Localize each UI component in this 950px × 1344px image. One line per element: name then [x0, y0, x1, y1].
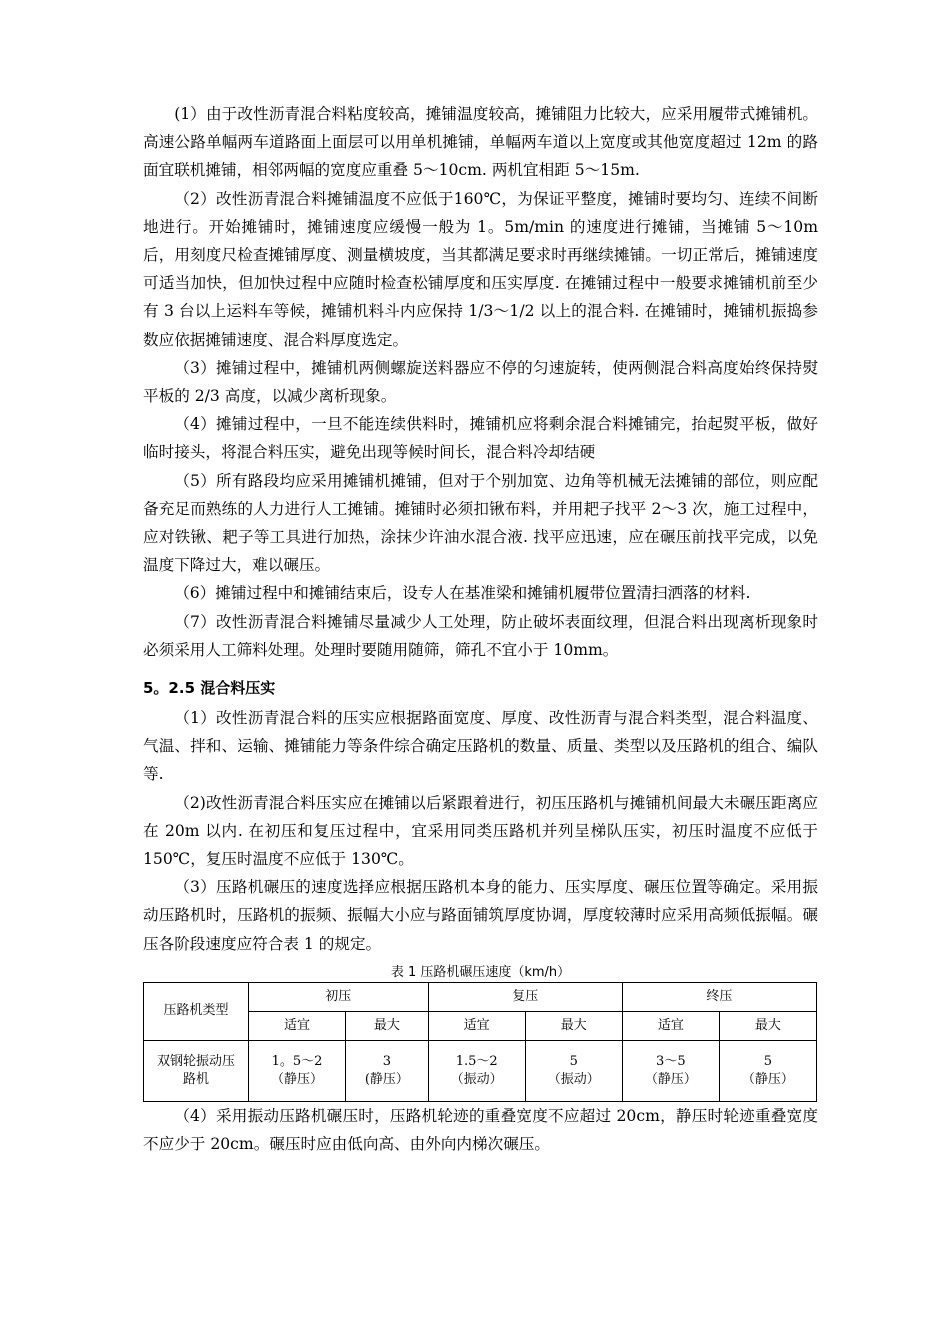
- paragraph: （1）改性沥青混合料的压实应根据路面宽度、厚度、改性沥青与混合料类型，混合料温度、气温、拌和、运输、摊铺能力等条件综合确定压路机的数量、质量、类型以及压路机的组合、编队等.: [143, 709, 818, 784]
- speed-mode: （振动）: [547, 1071, 600, 1087]
- speed-value: 3: [382, 1053, 391, 1069]
- paragraph: (1）由于改性沥青混合料粘度较高，摊铺温度较高，摊铺阻力比较大，应采用履带式摊铺机。高速公路单幅两车道路面上面层可以用单机摊铺，单幅两车道以上宽度或其他宽度超过 12m 的路面宜联机摊铺，相邻两幅的宽度应重叠 5～10cm. 两机宜相距 5～15m.: [143, 105, 818, 180]
- speed-cell: [346, 1040, 429, 1101]
- speed-value: 3～5: [656, 1053, 686, 1069]
- paragraph: （2)改性沥青混合料压实应在摊铺以后紧跟着进行，初压压路机与摊铺机间最大未碾压距离应在 20m 以内. 在初压和复压过程中，宜采用同类压路机并列呈梯队压实，初压时温度不应低于 150℃，复压时温度不应低于 130℃。: [143, 793, 818, 869]
- speed-mode: （振动）: [450, 1071, 503, 1087]
- subheader: 最大: [346, 1011, 429, 1040]
- paragraph: （4）采用振动压路机碾压时，压路机轮迹的重叠宽度不应超过 20cm，静压时轮迹重叠宽度不应少于 20cm。碾压时应由低向高、由外向内梯次碾压。: [143, 1106, 818, 1154]
- subheader: 最大: [719, 1011, 816, 1040]
- speed-mode: （静压）: [271, 1071, 324, 1087]
- speed-value: 5: [569, 1053, 578, 1069]
- speed-value: 1.5～2: [455, 1053, 498, 1069]
- speed-value: 1。5～2: [271, 1053, 323, 1069]
- paragraph: （3）压路机碾压的速度选择应根据压路机本身的能力、压实厚度、碾压位置等确定。采用振动压路机时，压路机的振频、振幅大小应与路面铺筑厚度协调，厚度较薄时应采用高频低振幅。碾压各阶段速度应符合表 1 的规定。: [143, 878, 818, 953]
- section-heading: 5。2.5 混合料压实: [143, 679, 276, 698]
- table-row-header: 压路机类型: [144, 982, 249, 1040]
- subheader: 最大: [525, 1011, 622, 1040]
- subheader: 适宜: [428, 1011, 525, 1040]
- paragraph: （6）摊铺过程中和摊铺结束后，设专人在基准梁和摊铺机履带位置清扫洒落的材料.: [174, 584, 751, 603]
- speed-mode: （静压）: [644, 1071, 697, 1087]
- speed-cell: [719, 1040, 816, 1101]
- roller-type-cell: [144, 1040, 249, 1101]
- table-title: 表 1 压路机碾压速度（km/h）: [390, 964, 571, 980]
- paragraph: （7）改性沥青混合料摊铺尽量减少人工处理，防止破坏表面纹理，但混合料出现离析现象时必须采用人工筛料处理。处理时要随用随筛，筛孔不宜小于 10mm。: [143, 612, 818, 659]
- subheader: 适宜: [249, 1011, 346, 1040]
- speed-value: 5: [763, 1053, 773, 1069]
- paragraph: （2）改性沥青混合料摊铺温度不应低于160℃，为保证平整度，摊铺时要均匀、连续不间断地进行。开始摊铺时，摊铺速度应缓慢一般为 1。5m/min 的速度进行摊铺，当摊铺 5～10m 后，用刻度尺检查摊铺厚度、测量横坡度，当其都满足要求时再继续摊铺。一切正常后，摊铺速度可适当加快，但加快过程中应随时检查松铺厚度和压实厚度. 在摊铺过程中一般要求摊铺机前至少有 3 台以上运料车等候，摊铺机料斗内应保持 1/3～1/2 以上的混合料. 在摊铺时，摊铺机振捣参数应依据摊铺速度、混合料厚度选定。: [143, 189, 818, 349]
- group-header-secondary: 复压: [428, 982, 622, 1011]
- speed-cell: [249, 1040, 346, 1101]
- paragraph: （3）摊铺过程中，摊铺机两侧螺旋送料器应不停的匀速旋转，使两侧混合料高度始终保持熨平板的 2/3 高度，以减少离析现象。: [143, 358, 818, 406]
- group-header-initial: 初压: [249, 982, 429, 1011]
- speed-cell: [525, 1040, 622, 1101]
- roller-type-line: 双钢轮振动压: [156, 1053, 235, 1069]
- paragraph: （5）所有路段均应采用摊铺机摊铺，但对于个别加宽、边角等机械无法摊铺的部位，则应配备充足而熟练的人力进行人工摊铺。摊铺时必须扣锹布料，并用耙子找平 2～3 次，施工过程中，应对铁锹、耙子等工具进行加热，涂抹少许油水混合液. 找平应迅速，应在碾压前找平完成，以免温度下降过大，难以碾压。: [143, 471, 818, 575]
- speed-cell: [428, 1040, 525, 1101]
- roller-speed-table: [143, 982, 817, 1102]
- document-page: [143, 100, 818, 1158]
- speed-cell: [622, 1040, 719, 1101]
- speed-mode: (静压）: [364, 1071, 409, 1087]
- table-row: [144, 1040, 817, 1101]
- paragraph: （4）摊铺过程中，一旦不能连续供料时，摊铺机应将剩余混合料摊铺完，抬起熨平板，做好临时接头，将混合料压实，避免出现等候时间长，混合料冷却结硬: [143, 415, 818, 462]
- roller-type-line: 路机: [182, 1071, 209, 1087]
- group-header-final: 终压: [622, 982, 816, 1011]
- subheader: 适宜: [622, 1011, 719, 1040]
- speed-mode: （静压）: [741, 1071, 794, 1087]
